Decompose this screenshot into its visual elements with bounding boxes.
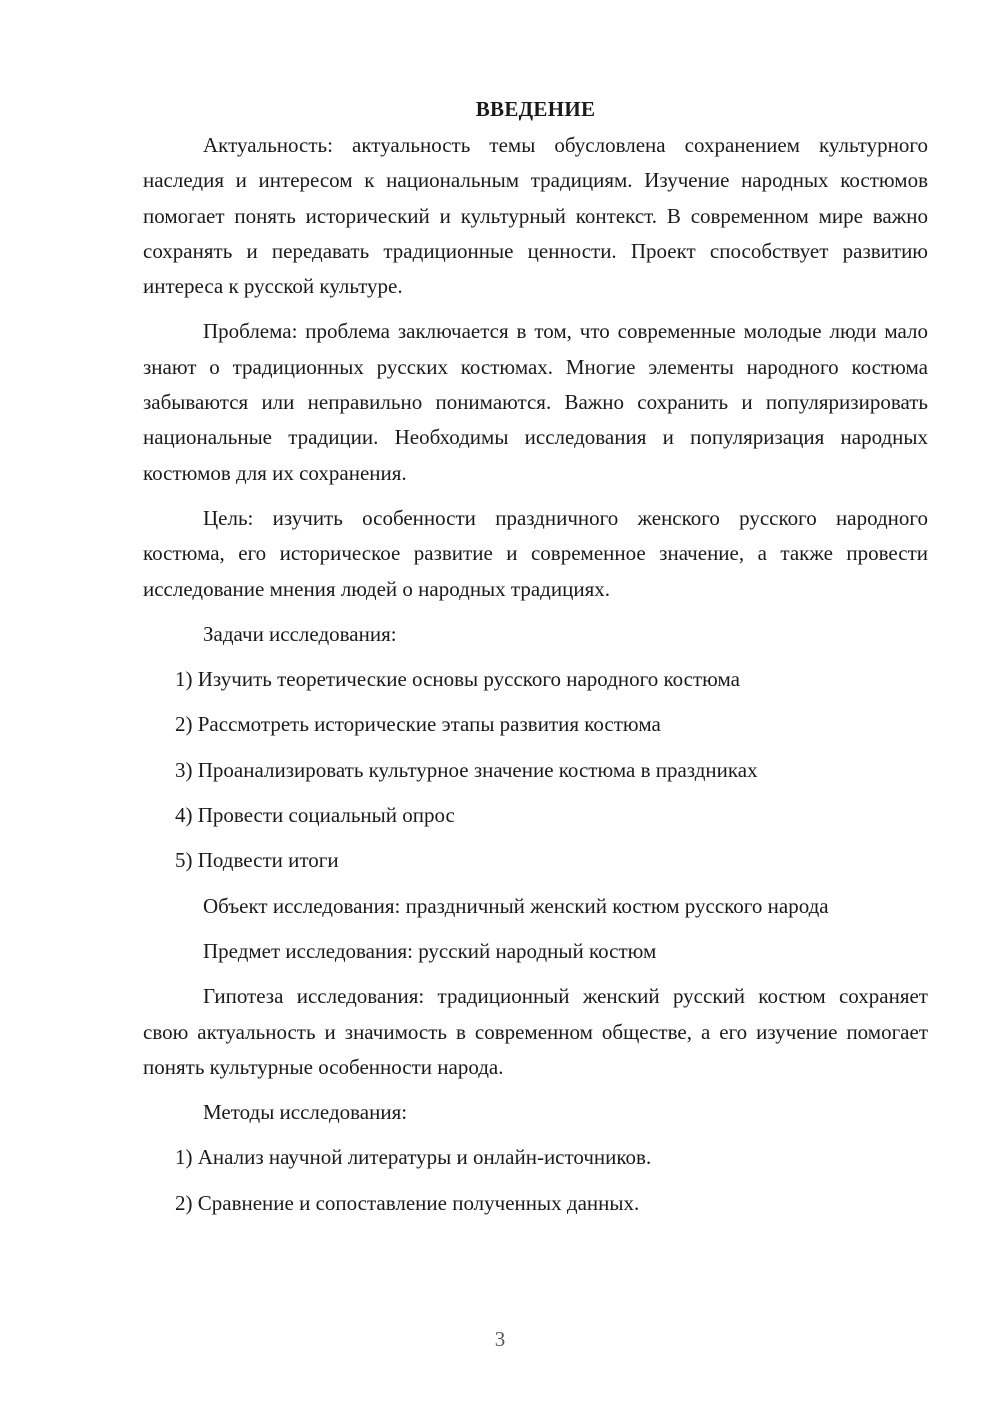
task-item: 4) Провести социальный опрос	[175, 803, 455, 828]
page-title: ВВЕДЕНИЕ	[475, 97, 596, 121]
hypothesis-paragraph: Гипотеза исследования: традиционный женский русский костюм сохраняет свою актуальность и значимость в современном обществе, а его изучение помогает понять культурные особенности народа.	[143, 984, 928, 1079]
method-item: 1) Анализ научной литературы и онлайн-источников.	[175, 1145, 652, 1170]
tasks-list	[143, 662, 928, 878]
document-page	[143, 92, 928, 1231]
task-item: 5) Подвести итоги	[175, 848, 339, 873]
method-item: 2) Сравнение и сопоставление полученных данных.	[175, 1190, 640, 1215]
subject-paragraph: Предмет исследования: русский народный костюм	[203, 938, 657, 963]
methods-heading: Методы исследования:	[203, 1100, 408, 1125]
methods-list	[143, 1140, 928, 1221]
task-item: 1) Изучить теоретические основы русского народного костюма	[175, 667, 740, 692]
problem-paragraph: Проблема: проблема заключается в том, что современные молодые люди мало знают о традиционных русских костюмах. Многие элементы народного костюма забываются или неправильно понимаются. Важно сохранить и популяризировать национальные традиции. Необходимы исследования и популяризация народных костюмов для их сохранения.	[143, 319, 928, 485]
goal-paragraph: Цель: изучить особенности праздничного женского русского народного костюма, его историческое развитие и современное значение, а также провести исследование мнения людей о народных традициях.	[143, 505, 928, 601]
task-item: 3) Проанализировать культурное значение костюма в праздниках	[175, 757, 758, 782]
relevance-paragraph: Актуальность: актуальность темы обусловлена сохранением культурного наследия и интересом к национальным традициям. Изучение народных костюмов помогает понять исторический и культурный контекст. В современном мире важно сохранять и передавать традиционные ценности. Проект способствует развитию интереса к русской культуре.	[143, 133, 928, 299]
page-number: 3	[494, 1327, 506, 1351]
task-item: 2) Рассмотреть исторические этапы развития костюма	[175, 712, 661, 737]
object-paragraph: Объект исследования: праздничный женский костюм русского народа	[203, 893, 829, 918]
tasks-heading: Задачи исследования:	[203, 621, 397, 646]
